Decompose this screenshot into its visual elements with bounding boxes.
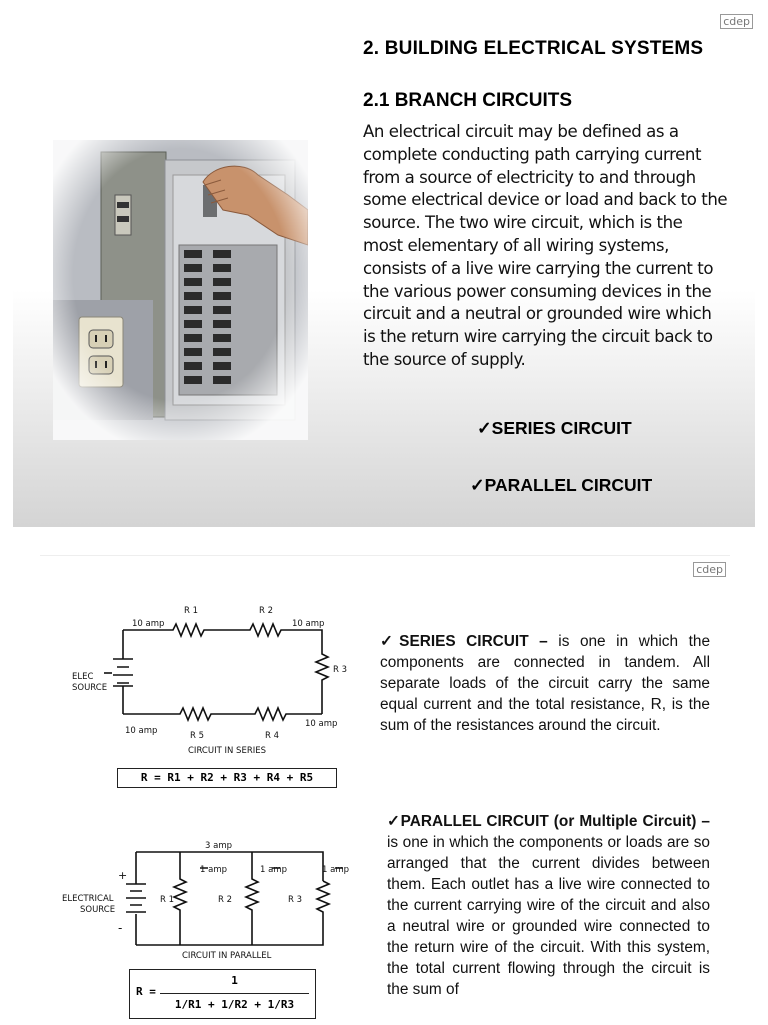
cdep-logo: cdep bbox=[720, 14, 753, 29]
label-amp: 10 amp bbox=[125, 726, 158, 736]
label-source: SOURCE bbox=[80, 905, 116, 915]
parallel-resistance-formula bbox=[129, 969, 316, 1019]
label-amp: 1 amp bbox=[260, 865, 287, 875]
formula-lhs: R = bbox=[136, 985, 156, 998]
parallel-heading: ✓PARALLEL CIRCUIT (or Multiple Circuit) – bbox=[387, 813, 710, 830]
label-source: ELECTRICAL bbox=[62, 894, 114, 904]
label-r1: R 1 bbox=[160, 895, 175, 905]
formula-numerator: 1 bbox=[231, 974, 238, 987]
parallel-circuit-item: ✓PARALLEL CIRCUIT bbox=[470, 475, 653, 495]
body-line: consists of a live wire carrying the current to bbox=[363, 258, 714, 278]
fraction-bar bbox=[160, 993, 309, 994]
slide-series-parallel bbox=[40, 555, 730, 1025]
page-title: 2. BUILDING ELECTRICAL SYSTEMS bbox=[363, 38, 704, 59]
label-amp: 10 amp bbox=[305, 719, 338, 729]
body-line: the various power consuming devices in the bbox=[363, 281, 712, 301]
series-circuit-item: ✓SERIES CIRCUIT bbox=[477, 418, 632, 438]
series-heading: ✓SERIES CIRCUIT – bbox=[380, 633, 548, 650]
label-minus: - bbox=[118, 921, 123, 935]
series-caption: CIRCUIT IN SERIES bbox=[188, 746, 266, 756]
label-r5: R 5 bbox=[190, 731, 205, 741]
series-resistance-formula: R = R1 + R2 + R3 + R4 + R5 bbox=[117, 768, 337, 788]
body-line: source. The two wire circuit, which is the bbox=[363, 213, 683, 233]
series-body: is one in which the components are connected in tandem. All separate loads of the circuit carry the same equal current and the total resistance, R, is the sum of the resistances around the circuit. bbox=[380, 633, 711, 734]
parallel-circuit-labels bbox=[62, 841, 349, 961]
slide-building-electrical-systems bbox=[13, 0, 755, 527]
label-source: ELEC bbox=[72, 672, 94, 682]
body-line: complete conducting path carrying current bbox=[363, 144, 701, 164]
parallel-body: is one in which the components or loads are so arranged that the current divides between them. Each outlet has a live wire connected to the current carrying wire of the circuit and also a neutral wire or grounded wire connected to the return wire of the circuit. With this system, the total current flowing through the circuit is the sum of bbox=[387, 834, 710, 998]
circuit-diagrams bbox=[40, 556, 370, 1025]
label-plus: + bbox=[118, 869, 128, 882]
body-line: circuit and a neutral or grounded wire which bbox=[363, 304, 712, 324]
body-line: the source of supply. bbox=[363, 349, 526, 369]
parallel-circuit-diagram bbox=[126, 852, 343, 945]
series-circuit-description bbox=[380, 631, 710, 736]
label-amp: 10 amp bbox=[292, 619, 325, 629]
parallel-circuit-description bbox=[387, 811, 710, 1000]
label-r2: R 2 bbox=[259, 606, 274, 616]
body-line: from a source of electricity to and through bbox=[363, 167, 696, 187]
formula-denominator: 1/R1 + 1/R2 + 1/R3 bbox=[174, 998, 295, 1011]
body-line: some electrical device or load and back to the bbox=[363, 190, 728, 210]
label-amp-total: 3 amp bbox=[205, 841, 232, 851]
label-r3: R 3 bbox=[333, 665, 348, 675]
section-heading: 2.1 BRANCH CIRCUITS bbox=[363, 90, 573, 111]
label-r3: R 3 bbox=[288, 895, 303, 905]
breaker-panel-photo bbox=[53, 140, 308, 440]
body-paragraph bbox=[363, 121, 749, 372]
parallel-caption: CIRCUIT IN PARALLEL bbox=[182, 951, 272, 961]
label-amp: 10 amp bbox=[132, 619, 165, 629]
cdep-logo: cdep bbox=[693, 562, 726, 577]
label-r4: R 4 bbox=[265, 731, 280, 741]
body-line: An electrical circuit may be defined as a bbox=[363, 122, 679, 141]
body-line: is the return wire carrying the circuit back to bbox=[363, 327, 713, 347]
series-circuit-labels bbox=[72, 606, 347, 756]
label-r1: R 1 bbox=[184, 606, 199, 616]
label-amp: 1 amp bbox=[200, 865, 227, 875]
body-line: most elementary of all wiring systems, bbox=[363, 235, 669, 255]
label-source: SOURCE bbox=[72, 683, 108, 693]
series-circuit-diagram bbox=[104, 624, 328, 720]
label-r2: R 2 bbox=[218, 895, 233, 905]
label-amp: 1 amp bbox=[322, 865, 349, 875]
